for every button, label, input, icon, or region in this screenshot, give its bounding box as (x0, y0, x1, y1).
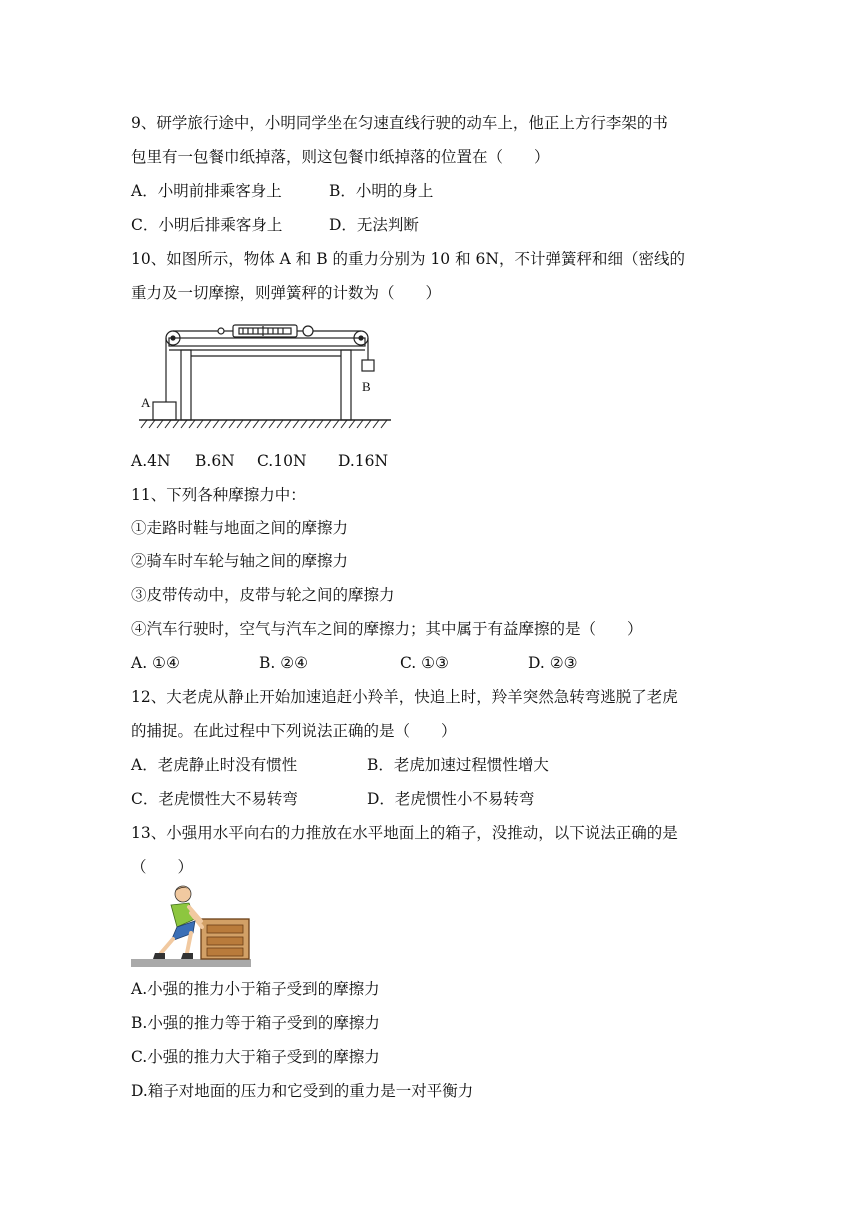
label-b: B (362, 379, 371, 394)
q9-stem-line2: 包里有一包餐巾纸掉落，则这包餐巾纸掉落的位置在（ ） (131, 148, 550, 166)
block-a (153, 402, 176, 420)
q12-option-a: A．老虎静止时没有惯性 (131, 756, 298, 774)
q13-option-d: D.箱子对地面的压力和它受到的重力是一对平衡力 (131, 1082, 474, 1100)
q11-stem: 11、下列各种摩擦力中： (131, 486, 306, 504)
q12-option-c: C．老虎惯性大不易转弯 (131, 790, 298, 808)
q9-option-a: A．小明前排乘客身上 (131, 182, 282, 200)
q10-pulley-figure (133, 318, 398, 438)
scale-ring-icon (303, 326, 313, 336)
q9-option-b: B．小明的身上 (329, 182, 434, 200)
table-leg-right (341, 350, 351, 420)
q10-option-b: B.6N (195, 452, 235, 470)
q9-option-c: C．小明后排乘客身上 (131, 216, 283, 234)
q11-item-4: ④汽车行驶时，空气与汽车之间的摩擦力；其中属于有益摩擦的是（ ） (131, 620, 643, 638)
label-a: A (141, 395, 151, 410)
q11-item-1: ①走路时鞋与地面之间的摩擦力 (131, 519, 349, 537)
q13-boy-pushing-box-figure (131, 883, 251, 969)
table-leg-left (181, 350, 191, 420)
q9-option-d: D．无法判断 (329, 216, 419, 234)
q12-stem-line1: 12、大老虎从静止开始加速追赶小羚羊，快追上时，羚羊突然急转弯逃脱了老虎 (131, 688, 678, 706)
q12-option-b: B．老虎加速过程惯性增大 (367, 756, 549, 774)
q13-option-b: B.小强的推力等于箱子受到的摩擦力 (131, 1014, 380, 1032)
q13-stem-line2: （ ） (131, 858, 194, 876)
q12-stem-line2: 的捕捉。在此过程中下列说法正确的是（ ） (131, 722, 457, 740)
q11-option-b: B. ②④ (259, 654, 309, 672)
q10-option-c: C.10N (257, 452, 307, 470)
q11-option-d: D. ②③ (528, 654, 578, 672)
block-b (362, 360, 374, 371)
q9-stem-line1: 9、研学旅行途中，小明同学坐在匀速直线行驶的动车上，他正上方行李架的书 (131, 114, 668, 132)
ground-hatch (141, 420, 387, 428)
q10-option-d: D.16N (338, 452, 389, 470)
scale-hook-icon (218, 328, 224, 334)
q10-option-a: A.4N (131, 452, 171, 470)
q10-stem-line2: 重力及一切摩擦，则弹簧秤的计数为（ ） (131, 284, 442, 302)
q13-option-a: A.小强的推力小于箱子受到的摩擦力 (131, 980, 380, 998)
q13-stem-line1: 13、小强用水平向右的力推放在水平地面上的箱子，没推动，以下说法正确的是 (131, 824, 678, 842)
q13-option-c: C.小强的推力大于箱子受到的摩擦力 (131, 1048, 380, 1066)
q10-stem-line1: 10、如图所示，物体 A 和 B 的重力分别为 10 和 6N，不计弹簧秤和细（密线的 (131, 250, 685, 268)
q11-item-2: ②骑车时车轮与轴之间的摩擦力 (131, 552, 349, 570)
q11-option-c: C. ①③ (400, 654, 449, 672)
q11-option-a: A. ①④ (131, 654, 180, 672)
floor (131, 959, 251, 967)
q11-item-3: ③皮带传动中，皮带与轮之间的摩擦力 (131, 586, 395, 604)
table-top (169, 338, 365, 346)
boy-icon (153, 886, 202, 959)
q12-option-d: D．老虎惯性小不易转弯 (367, 790, 535, 808)
